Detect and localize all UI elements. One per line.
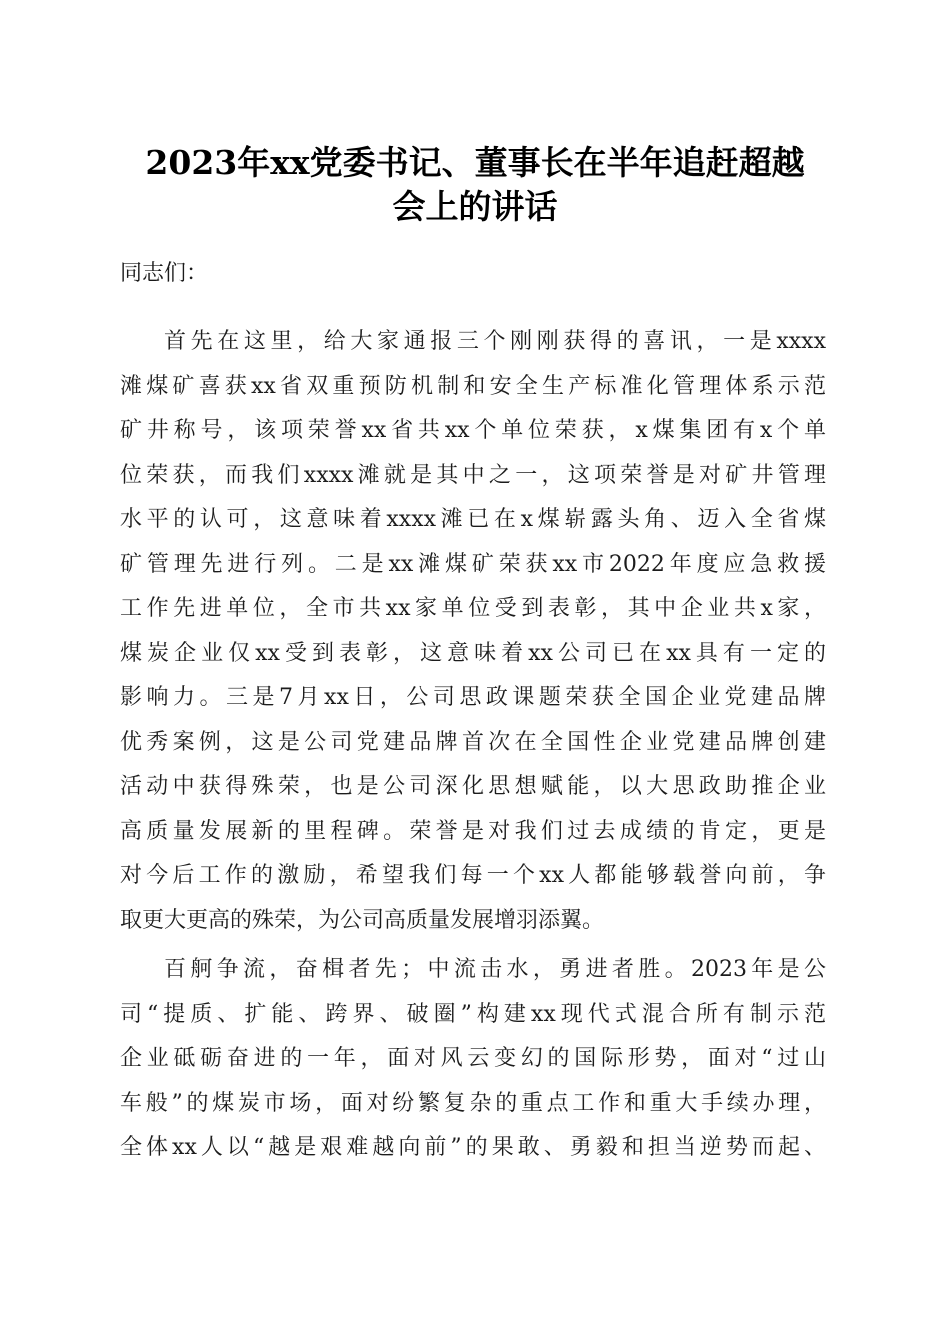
salutation: 同志们： (120, 261, 209, 286)
paragraph-1 (120, 320, 826, 943)
paragraph-line: 位荣获，而我们xxxx滩就是其中之一，这项荣誉是对矿井管理 (120, 462, 826, 488)
paragraph-line: 影响力。三是7月xx日，公司思政课题荣获全国企业党建品牌 (120, 685, 826, 710)
paragraph-line: 首先在这里，给大家通报三个刚刚获得的喜讯，一是xxxx (164, 329, 826, 354)
paragraph-line: 对今后工作的激励，希望我们每一个xx人都能够载誉向前，争 (120, 863, 826, 888)
paragraph-line: 矿管理先进行列。二是xx滩煤矿荣获xx市2022年度应急救援 (120, 551, 826, 577)
paragraph-line: 优秀案例，这是公司党建品牌首次在全国性企业党建品牌创建 (120, 729, 826, 755)
paragraph-line: 企业砥砺奋进的一年，面对风云变幻的国际形势，面对“过山 (120, 1046, 826, 1071)
paragraph-line: 高质量发展新的里程碑。荣誉是对我们过去成绩的肯定，更是 (120, 818, 826, 844)
paragraph-line: 滩煤矿喜获xx省双重预防机制和安全生产标准化管理体系示范 (120, 373, 826, 399)
paragraph-line: 全体xx人以“越是艰难越向前”的果敢、勇毅和担当逆势而起、 (120, 1135, 826, 1160)
paragraph-line: 水平的认可，这意味着xxxx滩已在x煤崭露头角、迈入全省煤 (120, 507, 826, 532)
paragraph-line: 煤炭企业仅xx受到表彰，这意味着xx公司已在xx具有一定的 (120, 640, 826, 666)
paragraph-line: 车般”的煤炭市场，面对纷繁复杂的重点工作和重大手续办理， (120, 1090, 826, 1116)
document-title-line-1: 2023年xx党委书记、董事长在半年追赶超越 (145, 143, 805, 182)
paragraph-line: 矿井称号，该项荣誉xx省共xx个单位荣获，x煤集团有x个单 (120, 418, 826, 443)
document-title-line-2: 会上的讲话 (392, 187, 558, 226)
paragraph-2 (120, 948, 826, 1171)
paragraph-line: 活动中获得殊荣，也是公司深化思想赋能，以大思政助推企业 (120, 774, 826, 799)
paragraph-line: 司“提质、扩能、跨界、破圈”构建xx现代式混合所有制示范 (120, 1001, 826, 1027)
paragraph-line: 工作先进单位，全市共xx家单位受到表彰，其中企业共x家， (120, 596, 826, 621)
paragraph-line: 取更大更高的殊荣，为公司高质量发展增羽添翼。 (120, 907, 605, 933)
paragraph-line: 百舸争流，奋楫者先；中流击水，勇进者胜。2023年是公 (164, 957, 826, 982)
